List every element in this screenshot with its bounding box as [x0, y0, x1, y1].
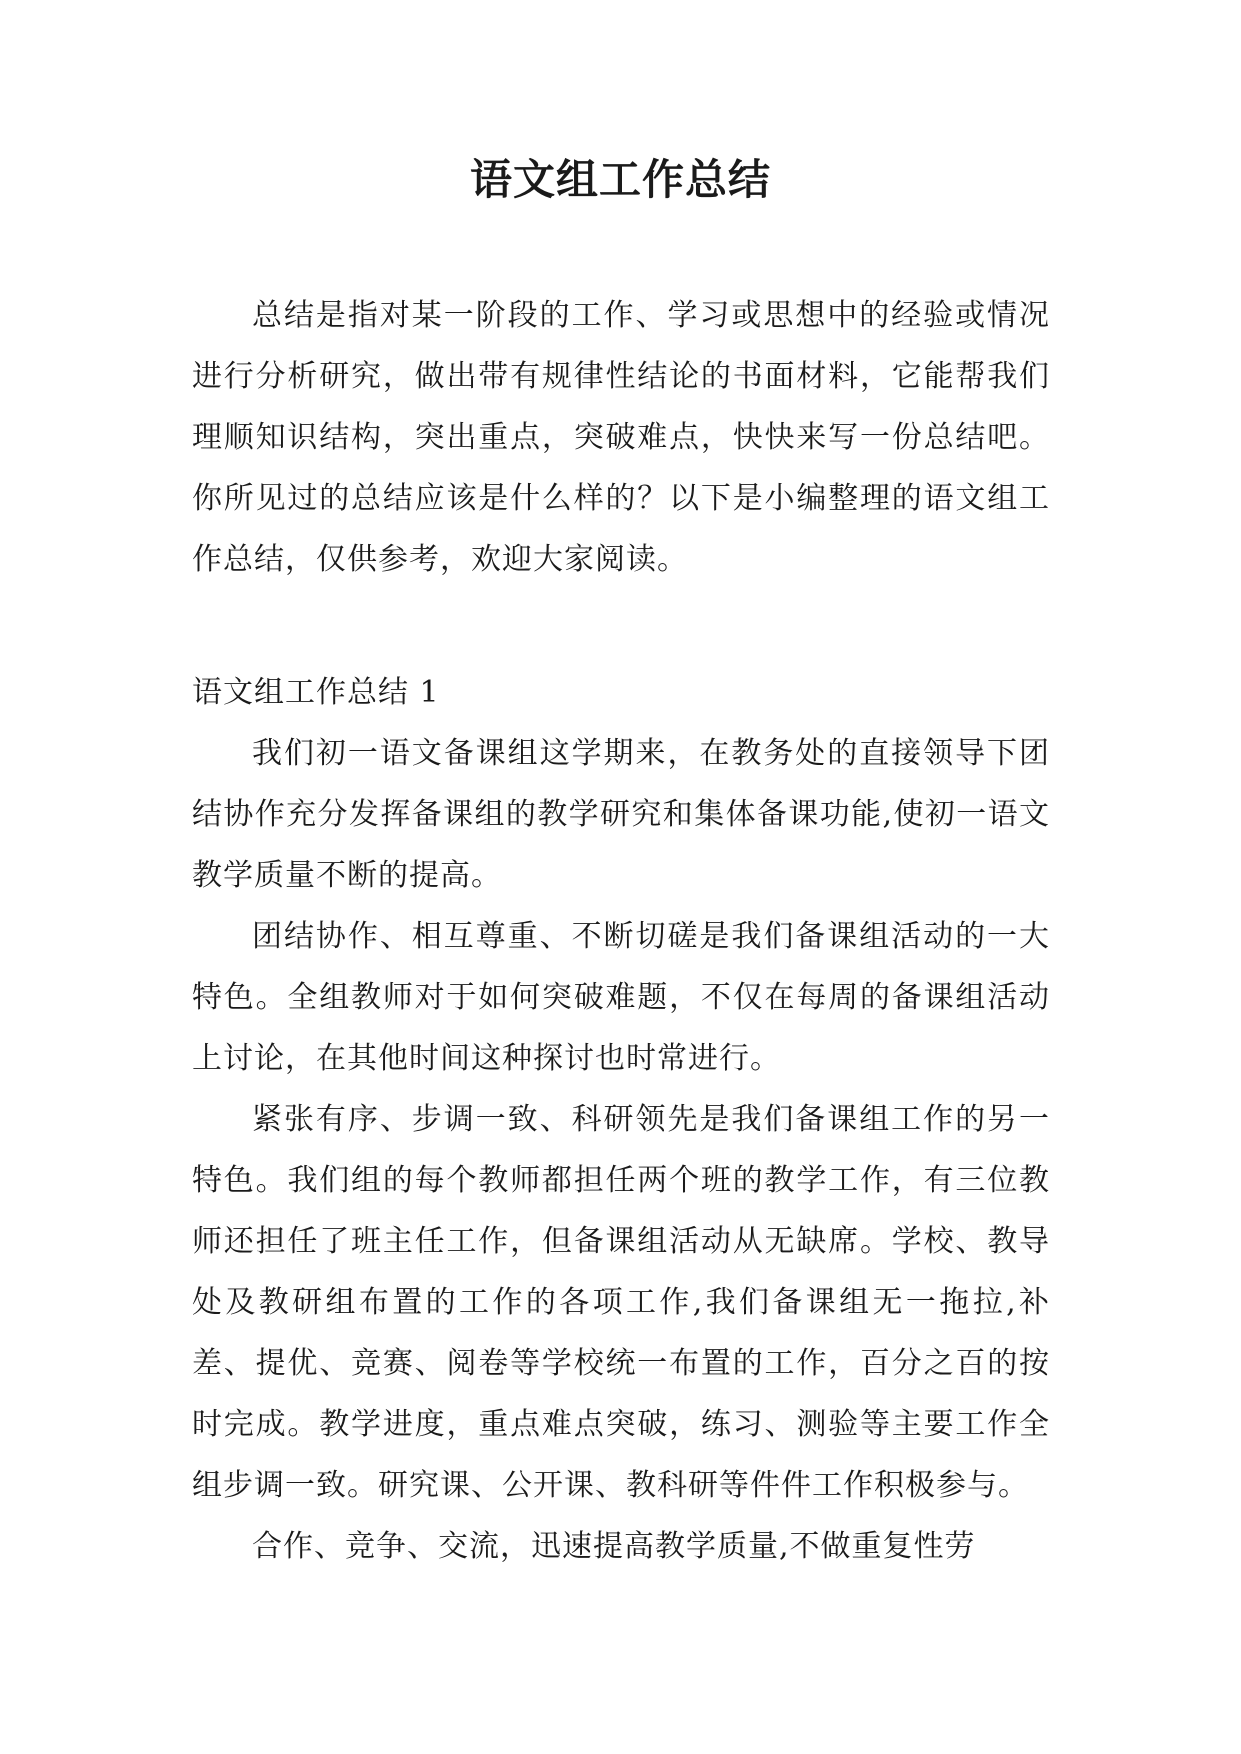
body-paragraph: 合作、竞争、交流，迅速提高教学质量,不做重复性劳 [252, 1529, 976, 1564]
document-title: 语文组工作总结 [469, 155, 771, 204]
section-heading: 语文组工作总结 1 [192, 675, 440, 710]
document-body [192, 285, 1050, 1577]
body-paragraph: 团结协作、相互尊重、不断切磋是我们备课组活动的一大特色。全组教师对于如何突破难题，不仅在每周的备课组活动上讨论，在其他时间这种探讨也时常进行。 [192, 919, 1050, 1076]
body-paragraph: 我们初一语文备课组这学期来，在教务处的直接领导下团结协作充分发挥备课组的教学研究和集体备课功能,使初一语文教学质量不断的提高。 [192, 736, 1050, 893]
body-paragraph: 紧张有序、步调一致、科研领先是我们备课组工作的另一特色。我们组的每个教师都担任两个班的教学工作，有三位教师还担任了班主任工作，但备课组活动从无缺席。学校、教导处及教研组布置的工作的各项工作,我们备课组无一拖拉,补差、提优、竞赛、阅卷等学校统一布置的工作，百分之百的按时完成。教学进度，重点难点突破，练习、测验等主要工作全组步调一致。研究课、公开课、教科研等件件工作积极参与。 [192, 1102, 1050, 1503]
intro-paragraph: 总结是指对某一阶段的工作、学习或思想中的经验或情况进行分析研究，做出带有规律性结论的书面材料，它能帮我们理顺知识结构，突出重点，突破难点，快快来写一份总结吧。你所见过的总结应该是什么样的？以下是小编整理的语文组工作总结，仅供参考，欢迎大家阅读。 [192, 298, 1050, 577]
